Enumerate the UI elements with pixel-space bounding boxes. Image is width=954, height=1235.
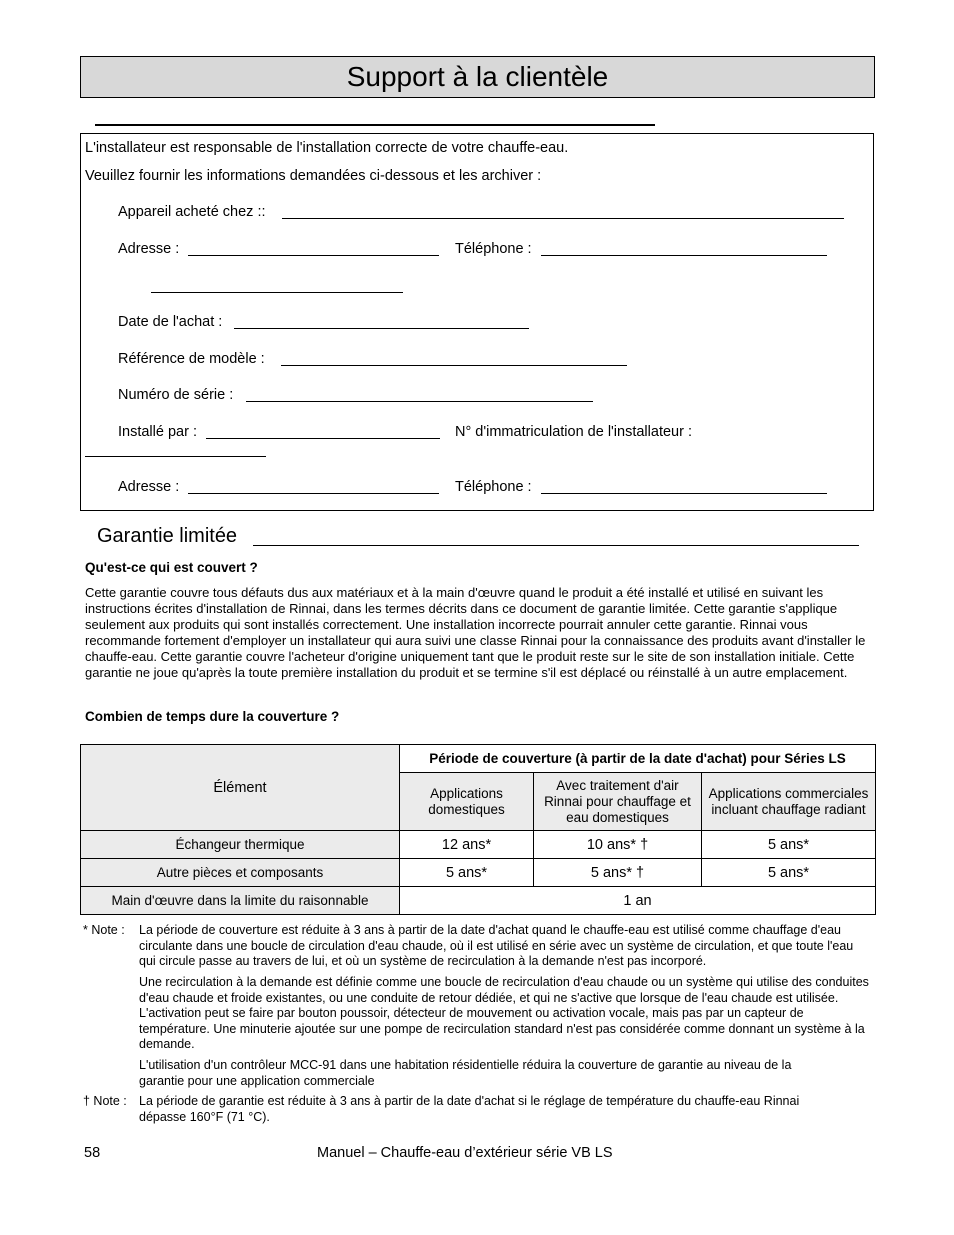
- row-value-air-handler: 5 ans* †: [534, 859, 702, 887]
- page-number: 58: [84, 1145, 101, 1161]
- dagger-note-label: † Note :: [83, 1094, 127, 1108]
- purchased-from-label: Appareil acheté chez ::: [118, 204, 266, 220]
- installer-reg-label: N° d'immatriculation de l'installateur :: [455, 424, 692, 440]
- dagger-note-p: La période de garantie est réduite à 3 ans à partir de la date d'achat si le réglage de température du chauffe-eau Rinnai dépasse 160°F (71 °C).: [139, 1094, 800, 1124]
- phone-label-2: Téléphone :: [455, 479, 532, 495]
- row-value-domestic: 5 ans*: [400, 859, 534, 887]
- section-divider: [95, 124, 655, 126]
- purchase-date-field[interactable]: [234, 312, 529, 329]
- model-ref-field[interactable]: [281, 349, 627, 366]
- warranty-heading-rule: [253, 545, 859, 546]
- table-row: [81, 831, 876, 859]
- serial-field[interactable]: [246, 385, 593, 402]
- col-air-handler-header: Avec traitement d'air Rinnai pour chauffage et eau domestiques: [534, 773, 702, 831]
- phone-field-2[interactable]: [541, 477, 827, 494]
- warranty-heading: Garantie limitée: [97, 525, 238, 547]
- row-value-air-handler: 10 ans* †: [534, 831, 702, 859]
- model-ref-label: Référence de modèle :: [118, 351, 265, 367]
- manual-title: Manuel – Chauffe-eau d’extérieur série VB LS: [317, 1145, 613, 1161]
- page-title: Support à la clientèle: [80, 56, 875, 98]
- element-header: Élément: [81, 745, 400, 831]
- address-label-2: Adresse :: [118, 479, 180, 495]
- row-value-domestic: 12 ans*: [400, 831, 534, 859]
- purchase-date-label: Date de l'achat :: [118, 314, 223, 330]
- installed-by-field[interactable]: [206, 422, 440, 439]
- labor-value: 1 an: [400, 887, 876, 915]
- row-label: Échangeur thermique: [81, 831, 400, 859]
- period-header: Période de couverture (à partir de la date d'achat) pour Séries LS: [400, 745, 876, 773]
- star-note-p1: La période de couverture est réduite à 3 ans à partir de la date d'achat quand le chauffe-eau est utilisé comme chauffage d'eau circulante dans une boucle de circulation d'eau chaude, où il est utilisé en série avec un système de circulation, et que toute l'eau qui circule passe au travers de lui, et où un système de recirculation à la demande n'est pas incorporé.: [139, 923, 854, 968]
- coverage-table: [80, 744, 876, 915]
- address-field-1[interactable]: [188, 239, 439, 256]
- form-intro-line1: L'installateur est responsable de l'installation correcte de votre chauffe-eau.: [85, 140, 569, 156]
- star-note-p2: Une recirculation à la demande est définie comme une boucle de recirculation d'eau chaude ou un système qui utilise des conduites d'eau chaude et froide existantes, ou une conduite de retour dédiée, et qui ne s'active que lorsque de l'eau chaude est utilisée. L'activation peut se faire par bouton poussoir, détecteur de mouvement ou activation vocale, mais pas par un capteur de température. Une minuterie ajoutée sur une pompe de recirculation standard n'est pas considérée comme donnant un système à la demande.: [139, 975, 869, 1051]
- row-value-commercial: 5 ans*: [702, 831, 876, 859]
- serial-label: Numéro de série :: [118, 387, 234, 403]
- labor-label: Main d'œuvre dans la limite du raisonnable: [81, 887, 400, 915]
- address-field-1-continued[interactable]: [151, 276, 403, 293]
- table-row: [81, 859, 876, 887]
- star-note-p3: L'utilisation d'un contrôleur MCC-91 dans une habitation résidentielle réduira la couverture de garantie au niveau de la garantie pour une application commerciale: [139, 1058, 792, 1088]
- col-domestic-header: Applications domestiques: [400, 773, 534, 831]
- installed-by-label: Installé par :: [118, 424, 197, 440]
- col-commercial-header: Applications commerciales incluant chauffage radiant: [702, 773, 876, 831]
- coverage-paragraph: Cette garantie couvre tous défauts dus aux matériaux et à la main d'œuvre quand le produit a été installé et utilisé en suivant les instructions écrites d'installation de Rinnai, dans les termes décrits dans ce document de garantie limitée. Cette garantie s'applique seulement aux produits qui sont installés correctement. Une installation incorrecte pourrait annuler cette garantie. Rinnai vous recommande fortement d'employer un installateur qui aura suivi une classe Rinnai pour la connaissance des produits avant d'installer le chauffe-eau. Cette garantie couvre l'acheteur d'origine uniquement tant que le produit reste sur le site de son installation initiale. Cette garantie ne joue qu'après la toute première installation du produit et se termine s'il est déplacé ou réinstallé à un autre emplacement.: [85, 585, 866, 680]
- star-note-label: * Note :: [83, 923, 125, 937]
- installer-reg-field[interactable]: [85, 440, 266, 457]
- phone-field-1[interactable]: [541, 239, 827, 256]
- phone-label-1: Téléphone :: [455, 241, 532, 257]
- duration-question: Combien de temps dure la couverture ?: [85, 709, 340, 724]
- address-label-1: Adresse :: [118, 241, 180, 257]
- row-label: Autre pièces et composants: [81, 859, 400, 887]
- purchased-from-field[interactable]: [282, 202, 844, 219]
- table-row: [81, 887, 876, 915]
- form-intro-line2: Veuillez fournir les informations demandées ci-dessous et les archiver :: [85, 168, 542, 184]
- coverage-question: Qu'est-ce qui est couvert ?: [85, 560, 258, 575]
- row-value-commercial: 5 ans*: [702, 859, 876, 887]
- address-field-2[interactable]: [188, 477, 439, 494]
